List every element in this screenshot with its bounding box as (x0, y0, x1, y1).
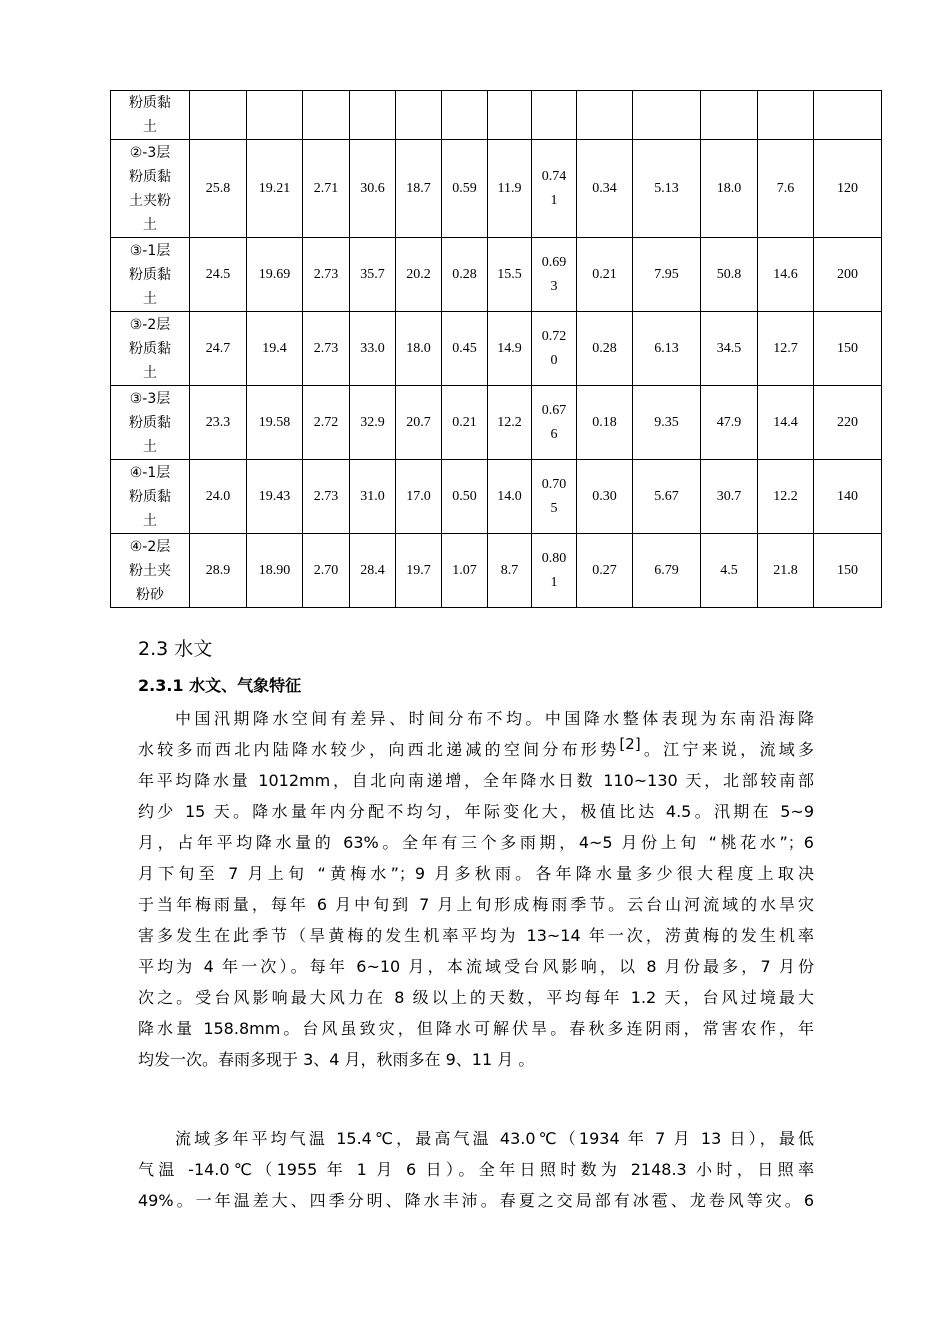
table-cell: 15.5 (488, 238, 532, 312)
table-cell: 0.28 (577, 312, 633, 386)
table-cell: 32.9 (350, 386, 396, 460)
table-cell: 19.69 (247, 238, 303, 312)
table-cell (350, 91, 396, 140)
table-cell: 18.0 (396, 312, 442, 386)
table-cell (247, 91, 303, 140)
table-cell: 14.4 (758, 386, 814, 460)
table-row (111, 91, 882, 140)
table-row (111, 460, 882, 534)
text-line: 年平均降水量 1012mm，自北向南递增，全年降水日数 110~130 天，北部较南部 (138, 771, 814, 790)
text-line: 降水量 158.8mm。台风虽致灾，但降水可解伏旱。春秋多连阴雨，常害农作，年 (138, 1019, 814, 1038)
table-cell: 24.5 (190, 238, 247, 312)
table-cell: 7.95 (633, 238, 701, 312)
text-line: 气温 -14.0℃（1955 年 1 月 6 日）。全年日照时数为 2148.3 小时，日照率 (138, 1160, 814, 1179)
section-title: 2.3 水文 (138, 638, 213, 660)
text-line: 均发一次。春雨多现于 3、4 月，秋雨多在 9、11 月 。 (138, 1050, 535, 1069)
table-cell: 31.0 (350, 460, 396, 534)
citation-ref: [2] (619, 735, 641, 753)
table-cell: 30.6 (350, 140, 396, 238)
table-cell: 0.69 3 (532, 238, 577, 312)
table-cell: 0.59 (442, 140, 488, 238)
table-cell: 0.18 (577, 386, 633, 460)
table-cell: 0.21 (442, 386, 488, 460)
text-line: 水较多而西北内陆降水较少，向西北递减的空间分布形势[2]。江宁来说，流域多 (138, 735, 814, 759)
table-cell: 35.7 (350, 238, 396, 312)
table-cell: 150 (814, 312, 882, 386)
table-cell: 50.8 (701, 238, 758, 312)
table-cell: 200 (814, 238, 882, 312)
table-row (111, 140, 882, 238)
table-cell: 7.6 (758, 140, 814, 238)
table-cell: 19.58 (247, 386, 303, 460)
soil-layer-name: ④-2层 粉土夹 粉砂 (111, 534, 190, 608)
table-cell: 8.7 (488, 534, 532, 608)
table-cell (577, 91, 633, 140)
table-row (111, 534, 882, 608)
table-cell: 14.6 (758, 238, 814, 312)
table-cell: 2.70 (303, 534, 350, 608)
soil-layer-name: ③-3层 粉质黏 土 (111, 386, 190, 460)
table-cell: 30.7 (701, 460, 758, 534)
subsection-title: 2.3.1 水文、气象特征 (138, 676, 302, 695)
table-cell (814, 91, 882, 140)
text-line: 次之。受台风影响最大风力在 8 级以上的天数，平均每年 1.2 天，台风过境最大 (138, 988, 814, 1007)
table-cell: 20.2 (396, 238, 442, 312)
table-cell: 2.72 (303, 386, 350, 460)
table-cell: 12.2 (488, 386, 532, 460)
table-cell: 24.7 (190, 312, 247, 386)
table-cell: 140 (814, 460, 882, 534)
table-cell: 0.28 (442, 238, 488, 312)
text-line: 49%。一年温差大、四季分明、降水丰沛。春夏之交局部有冰雹、龙卷风等灾。6 (138, 1191, 814, 1210)
text-line: 月下旬至 7 月上旬 “黄梅水”；9 月多秋雨。各年降水量多少很大程度上取决 (138, 864, 814, 883)
table-cell: 9.35 (633, 386, 701, 460)
table-cell: 19.21 (247, 140, 303, 238)
table-cell: 0.21 (577, 238, 633, 312)
table-row (111, 238, 882, 312)
table-cell (758, 91, 814, 140)
paragraph-precipitation (138, 703, 814, 1075)
table-cell: 0.74 1 (532, 140, 577, 238)
table-cell: 33.0 (350, 312, 396, 386)
table-cell: 11.9 (488, 140, 532, 238)
soil-layer-name: ②-3层 粉质黏 土夹粉 土 (111, 140, 190, 238)
text-line: 于当年梅雨量，每年 6 月中旬到 7 月上旬形成梅雨季节。云台山河流域的水旱灾 (138, 895, 814, 914)
table-cell (633, 91, 701, 140)
table-cell (488, 91, 532, 140)
table-cell: 20.7 (396, 386, 442, 460)
soil-layer-name: ③-2层 粉质黏 土 (111, 312, 190, 386)
table-cell: 2.73 (303, 460, 350, 534)
table-cell: 23.3 (190, 386, 247, 460)
paragraph-temperature (138, 1123, 814, 1216)
text-line: 中国汛期降水空间有差异、时间分布不均。中国降水整体表现为东南沿海降 (175, 709, 814, 728)
text-line: 平均为 4 年一次）。每年 6~10 月，本流域受台风影响，以 8 月份最多，7 月份 (138, 957, 814, 976)
table-cell: 17.0 (396, 460, 442, 534)
table-cell: 0.34 (577, 140, 633, 238)
table-cell: 19.43 (247, 460, 303, 534)
table-cell: 0.80 1 (532, 534, 577, 608)
table-cell: 19.4 (247, 312, 303, 386)
table-cell (190, 91, 247, 140)
soil-properties-table (110, 90, 882, 608)
table-cell: 2.71 (303, 140, 350, 238)
table-cell: 150 (814, 534, 882, 608)
table-cell: 5.13 (633, 140, 701, 238)
table-cell (396, 91, 442, 140)
table-cell: 0.30 (577, 460, 633, 534)
table-cell: 0.72 0 (532, 312, 577, 386)
table-cell: 28.9 (190, 534, 247, 608)
table-cell: 0.67 6 (532, 386, 577, 460)
table-cell: 120 (814, 140, 882, 238)
table-cell: 12.2 (758, 460, 814, 534)
table-cell (303, 91, 350, 140)
table-cell: 28.4 (350, 534, 396, 608)
table-cell: 220 (814, 386, 882, 460)
table-cell: 5.67 (633, 460, 701, 534)
table-cell: 19.7 (396, 534, 442, 608)
table-cell: 47.9 (701, 386, 758, 460)
table-cell (701, 91, 758, 140)
table-cell: 14.0 (488, 460, 532, 534)
table-row (111, 312, 882, 386)
table-cell: 4.5 (701, 534, 758, 608)
soil-layer-name: ③-1层 粉质黏 土 (111, 238, 190, 312)
table-cell: 2.73 (303, 312, 350, 386)
soil-layer-name: ④-1层 粉质黏 土 (111, 460, 190, 534)
table-cell: 1.07 (442, 534, 488, 608)
table-cell: 25.8 (190, 140, 247, 238)
table-cell: 0.45 (442, 312, 488, 386)
table-cell: 14.9 (488, 312, 532, 386)
text-line: 害多发生在此季节（旱黄梅的发生机率平均为 13~14 年一次，涝黄梅的发生机率 (138, 926, 814, 945)
table-cell: 34.5 (701, 312, 758, 386)
table-cell: 6.79 (633, 534, 701, 608)
table-cell (442, 91, 488, 140)
table-cell: 12.7 (758, 312, 814, 386)
table-cell (532, 91, 577, 140)
soil-layer-name: 粉质黏 土 (111, 91, 190, 140)
table-cell: 18.7 (396, 140, 442, 238)
table-cell: 21.8 (758, 534, 814, 608)
table-cell: 6.13 (633, 312, 701, 386)
table-cell: 18.90 (247, 534, 303, 608)
text-line: 约少 15 天。降水量年内分配不均匀，年际变化大，极值比达 4.5。汛期在 5~9 (138, 802, 814, 821)
table-cell: 24.0 (190, 460, 247, 534)
table-cell: 0.27 (577, 534, 633, 608)
text-line: 流域多年平均气温 15.4℃，最高气温 43.0℃（1934 年 7 月 13 日），最低 (175, 1129, 814, 1148)
text-line: 月，占年平均降水量的 63%。全年有三个多雨期，4~5 月份上旬 “桃花水”；6 (138, 833, 814, 852)
table-cell: 0.50 (442, 460, 488, 534)
table-cell: 2.73 (303, 238, 350, 312)
table-row (111, 386, 882, 460)
table-cell: 0.70 5 (532, 460, 577, 534)
table-cell: 18.0 (701, 140, 758, 238)
